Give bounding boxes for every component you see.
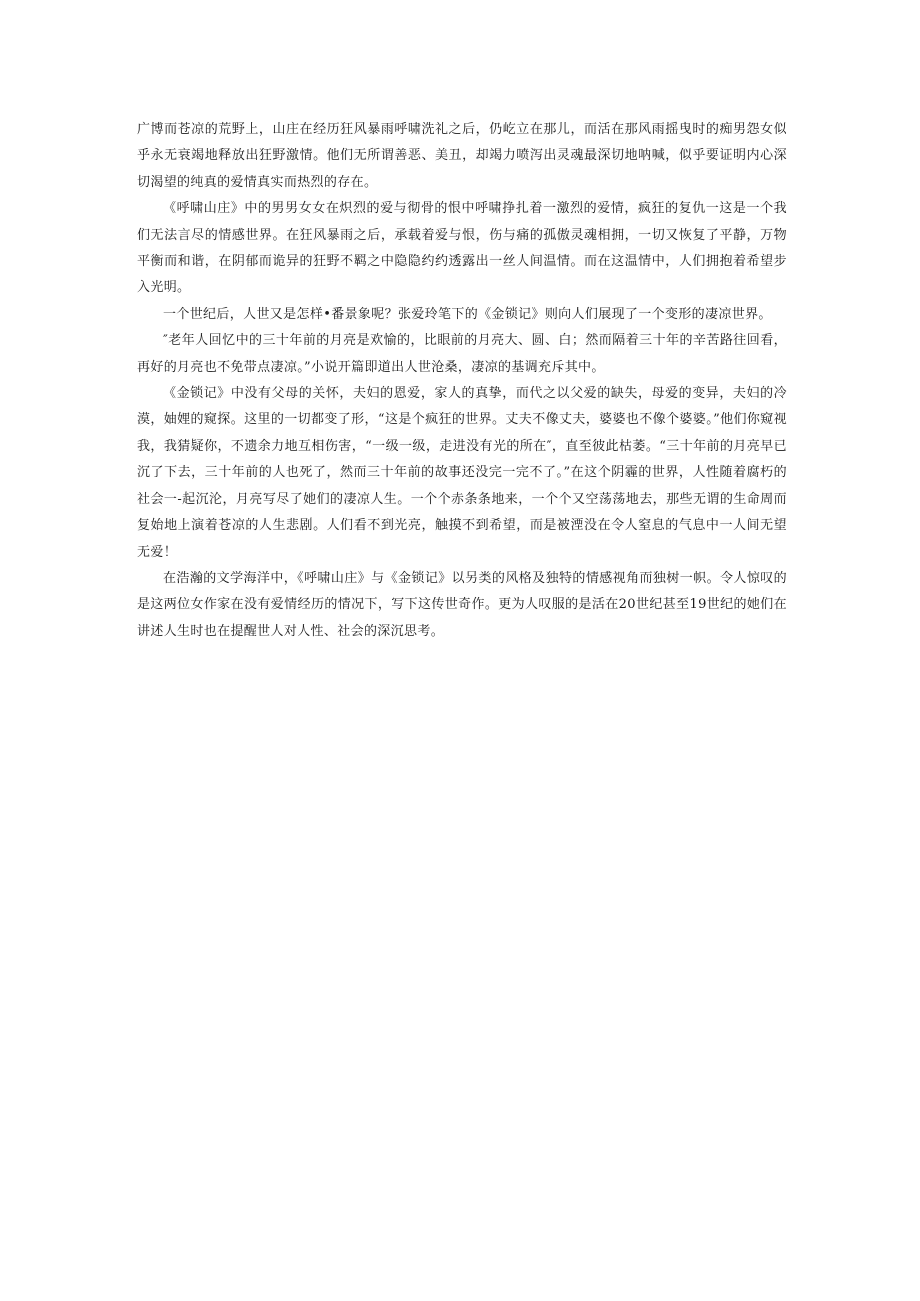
paragraph-6: 在浩瀚的文学海洋中，《呼啸山庄》与《金锁记》以另类的风格及独特的情感视角而独树一帜。令人惊叹的是这两位女作家在没有爱情经历的情况下，写下这传世奇作。更为人叹服的是活在20世纪甚至19世纪的她们在讲述人生时也在提醒世人对人性、社会的深沉思考。 [137, 570, 787, 639]
document-body [137, 117, 787, 645]
paragraph-2: 《呼啸山庄》中的男男女女在炽烈的爱与彻骨的恨中呼啸挣扎着一激烈的爱情，疯狂的复仇一这是一个我们无法言尽的情感世界。在狂风暴雨之后，承载着爱与恨，伤与痛的孤傲灵魂相拥，一切又恢复了平静，万物平衡而和谐，在阴郁而诡异的狂野不羁之中隐隐约约透露出一丝人间温情。而在这温情中，人们拥抱着希望步入光明。 [137, 201, 787, 296]
paragraph-5: 《金锁记》中没有父母的关怀，夫妇的恩爱，家人的真挚，而代之以父爱的缺失，母爱的变异，夫妇的冷漠，妯娌的窥探。这里的一切都变了形，“这是个疯狂的世界。丈夫不像丈夫，婆婆也不像个婆婆。”他们你窥视我，我猜疑你，不遗余力地互相伤害，“一级一级，走进没有光的所在″，直至彼此枯萎。“三十年前的月亮早已沉了下去，三十年前的人也死了，然而三十年前的故事还没完一完不了。”在这个阴霾的世界，人性随着腐朽的社会一-起沉沦，月亮写尽了她们的凄凉人生。一个个赤条条地来，一个个又空荡荡地去，那些无谓的生命周而复始地上演着苍凉的人生悲剧。人们看不到光亮，触摸不到希望，而是被湮没在令人窒息的气息中一人间无望无爱！ [137, 386, 787, 560]
paragraph-4: ″老年人回忆中的三十年前的月亮是欢愉的，比眼前的月亮大、圆、白；然而隔着三十年的辛苦路往回看，再好的月亮也不免带点凄凉。”小说开篇即道出人世沧桑，凄凉的基调充斥其中。 [137, 333, 787, 375]
paragraph-1: 广博而苍凉的荒野上，山庄在经历狂风暴雨呼啸洗礼之后，仍屹立在那儿，而活在那风雨摇曳时的痴男怨女似乎永无衰竭地释放出狂野激情。他们无所谓善恶、美丑，却竭力喷泻出灵魂最深切地呐喊，似乎要证明内心深切渴望的纯真的爱情真实而热烈的存在。 [137, 122, 787, 190]
paragraph-3: 一个世纪后，人世又是怎样•番景象呢？张爱玲笔下的《金锁记》则向人们展现了一个变形的凄凉世界。 [163, 306, 772, 322]
